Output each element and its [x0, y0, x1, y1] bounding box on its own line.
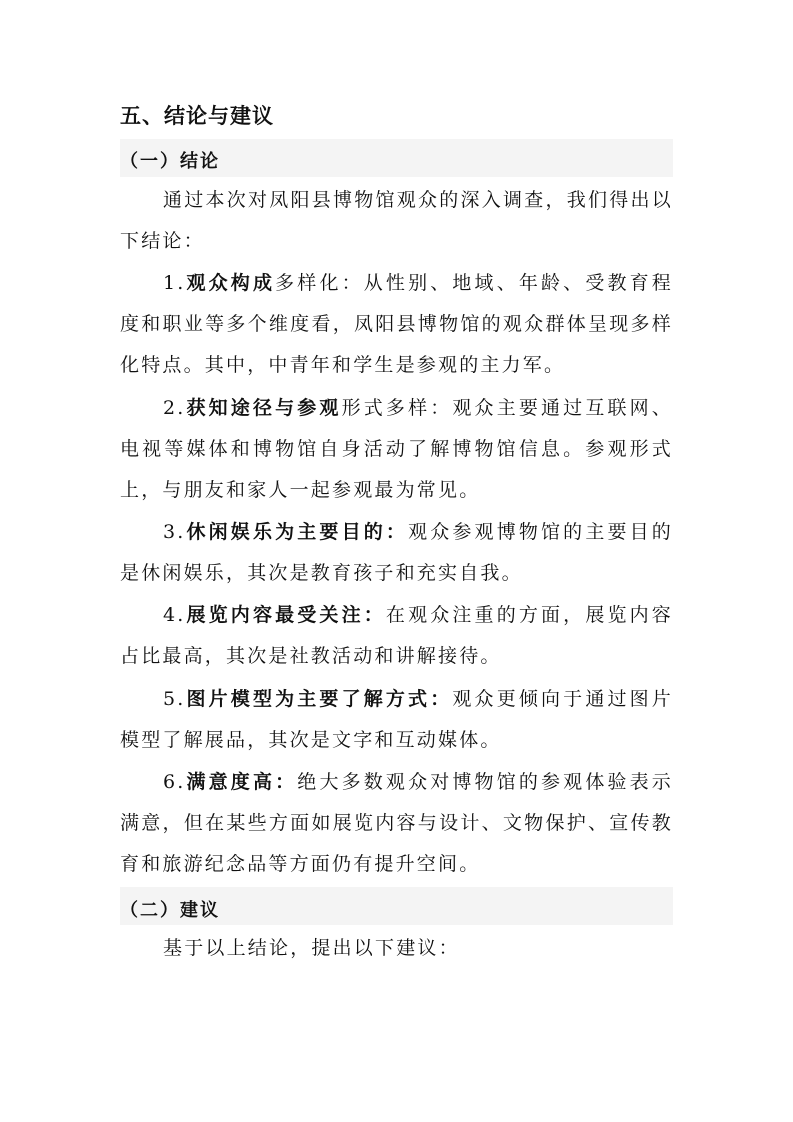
item-text: 形式多样：观众主要通过互联网、电视等媒体和博物馆自身活动了解博物馆信息。参观形式上，与朋友和家人一起参观最为常见。: [120, 397, 673, 501]
conclusion-item-1: [120, 263, 673, 386]
item-number: 6.: [163, 771, 186, 793]
item-bold-lead: 观众构成: [185, 272, 276, 294]
conclusion-item-6: [120, 762, 673, 885]
conclusion-item-4: [120, 595, 673, 677]
conclusion-item-5: [120, 679, 673, 761]
item-text: 多样化：从性别、地域、年龄、受教育程度和职业等多个维度看，凤阳县博物馆的观众群体呈现多样化特点。其中，中青年和学生是参观的主力军。: [120, 272, 673, 376]
conclusion-heading: （一）结论: [120, 151, 220, 172]
item-number: 3.: [163, 521, 186, 543]
item-number: 5.: [163, 688, 186, 710]
item-bold-lead: 获知途径与参观: [185, 397, 342, 419]
item-text: 观众参观博物馆的主要目的是休闲娱乐，其次是教育孩子和充实自我。: [120, 521, 673, 584]
item-number: 4.: [163, 604, 186, 626]
suggestion-heading: （二）建议: [120, 900, 220, 921]
item-text: 在观众注重的方面，展览内容占比最高，其次是社教活动和讲解接待。: [120, 604, 673, 667]
suggestion-intro: 基于以上结论，提出以下建议：: [163, 937, 460, 959]
item-text: 观众更倾向于通过图片模型了解展品，其次是文字和互动媒体。: [120, 688, 673, 751]
item-number: 1.: [163, 272, 186, 294]
item-bold-lead: 展览内容最受关注：: [185, 604, 386, 626]
section-title: 五、结论与建议: [120, 104, 274, 128]
item-bold-lead: 休闲娱乐为主要目的：: [185, 521, 409, 543]
conclusion-intro: 通过本次对凤阳县博物馆观众的深入调查，我们得出以下结论：: [120, 189, 673, 252]
item-text: 绝大多数观众对博物馆的参观体验表示满意，但在某些方面如展览内容与设计、文物保护、宣传教育和旅游纪念品等方面仍有提升空间。: [120, 771, 673, 875]
conclusion-item-3: [120, 512, 673, 594]
item-bold-lead: 满意度高：: [185, 771, 298, 793]
conclusion-item-2: [120, 388, 673, 511]
item-number: 2.: [163, 397, 186, 419]
item-bold-lead: 图片模型为主要了解方式：: [185, 688, 453, 710]
